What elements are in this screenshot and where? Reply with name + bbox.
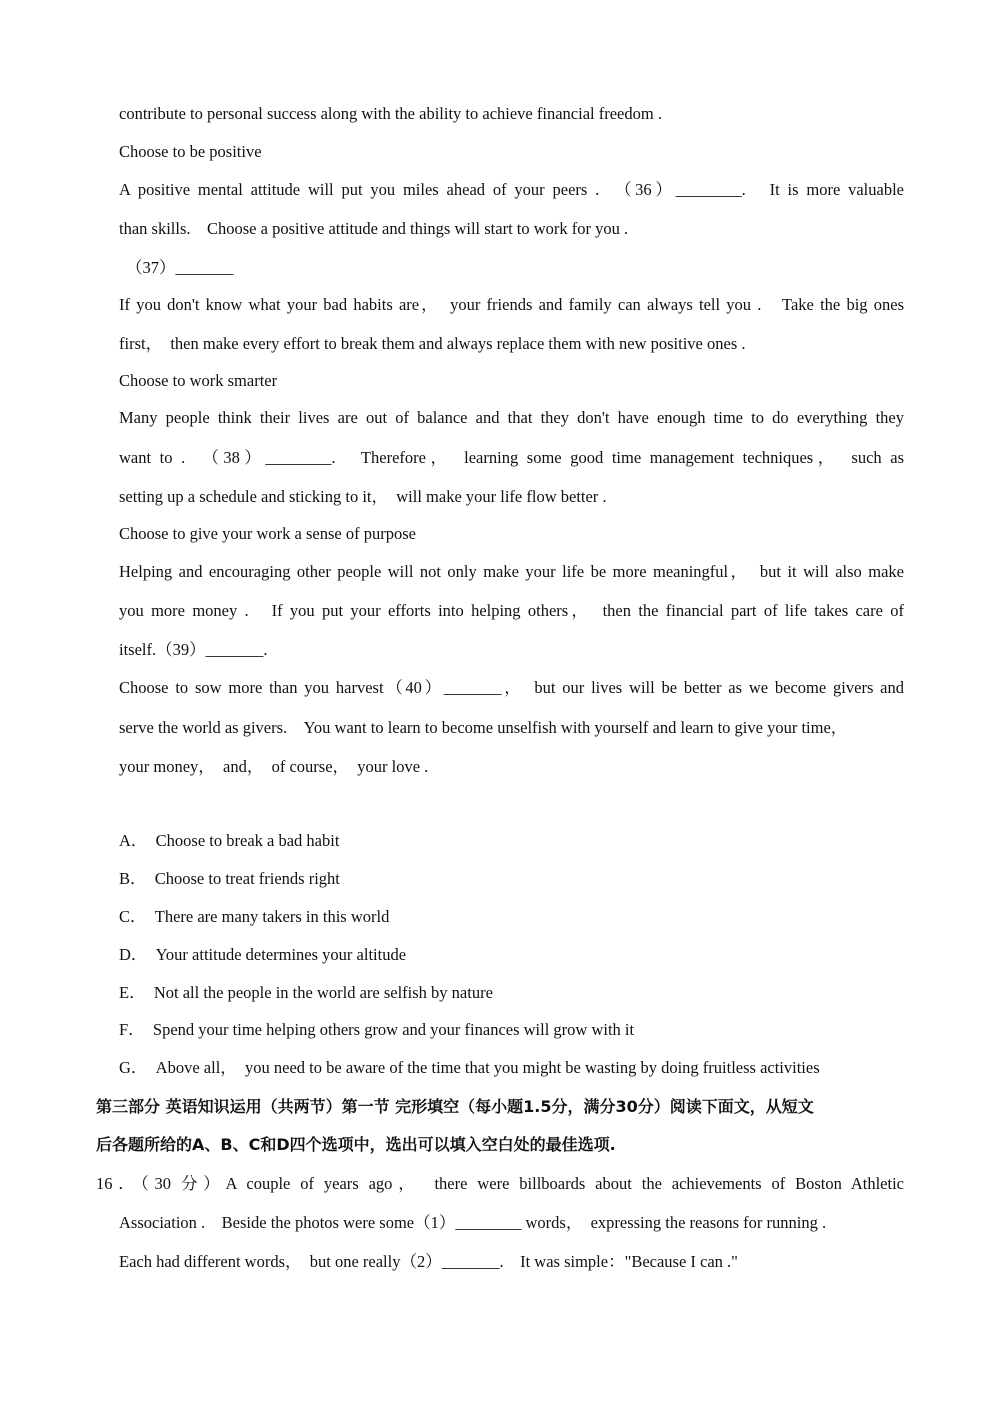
passage-line: your money， and， of course， your love .: [119, 757, 429, 776]
passage-line: itself.（39）_______.: [119, 640, 268, 659]
option-e: E． Not all the people in the world are selfish by nature: [119, 983, 493, 1002]
question-16-line: 16．（30 分）A couple of years ago， there were billboards about the achievements of Boston Athletic: [96, 1174, 904, 1193]
passage-line: A positive mental attitude will put you miles ahead of your peers . （36）________. It is more valuable: [119, 180, 904, 199]
option-c: C． There are many takers in this world: [119, 907, 390, 926]
question-16-line: Association . Beside the photos were some（1）________ words， expressing the reasons for running .: [119, 1213, 827, 1232]
passage-line: contribute to personal success along with the ability to achieve financial freedom .: [119, 104, 662, 123]
passage-line: Many people think their lives are out of balance and that they don't have enough time to do everything they: [119, 408, 904, 427]
passage-line: Helping and encouraging other people will not only make your life be more meaningful， but it will also make: [119, 562, 904, 581]
passage-line: want to . （38）________. Therefore， learning some good time management techniques， such as: [119, 448, 904, 467]
blank-37-heading: （37）_______: [126, 258, 234, 277]
option-d: D． Your attitude determines your altitude: [119, 945, 407, 964]
passage-line: setting up a schedule and sticking to it， will make your life flow better .: [119, 487, 607, 506]
section-heading: 第三部分 英语知识运用（共两节）第一节 完形填空（每小题1.5分，满分30分）阅读下面文，从短文: [96, 1097, 814, 1116]
option-a: A． Choose to break a bad habit: [119, 831, 340, 850]
passage-line: serve the world as givers. You want to learn to become unselfish with yourself and learn to give your time，: [119, 718, 848, 737]
passage-subheading: Choose to work smarter: [119, 371, 278, 390]
passage-line: If you don't know what your bad habits are， your friends and family can always tell you . Take the big ones: [119, 295, 904, 314]
option-g: G． Above all， you need to be aware of the time that you might be wasting by doing fruitless activities: [119, 1058, 820, 1077]
passage-line: you more money . If you put your efforts into helping others， then the financial part of life takes care of: [119, 601, 904, 620]
passage-line: first， then make every effort to break them and always replace them with new positive ones .: [119, 334, 746, 353]
passage-subheading: Choose to give your work a sense of purpose: [119, 524, 416, 543]
option-b: B． Choose to treat friends right: [119, 869, 340, 888]
passage-subheading: Choose to be positive: [119, 142, 262, 161]
passage-line: Choose to sow more than you harvest（40）_______， but our lives will be better as we become givers and: [119, 678, 904, 697]
section-heading: 后各题所给的A、B、C和D四个选项中，选出可以填入空白处的最佳选项.: [96, 1135, 616, 1154]
option-f: F． Spend your time helping others grow and your finances will grow with it: [119, 1020, 635, 1039]
question-16-line: Each had different words， but one really（2）_______. It was simple："Because I can .": [119, 1252, 738, 1271]
passage-line: than skills. Choose a positive attitude and things will start to work for you .: [119, 219, 629, 238]
